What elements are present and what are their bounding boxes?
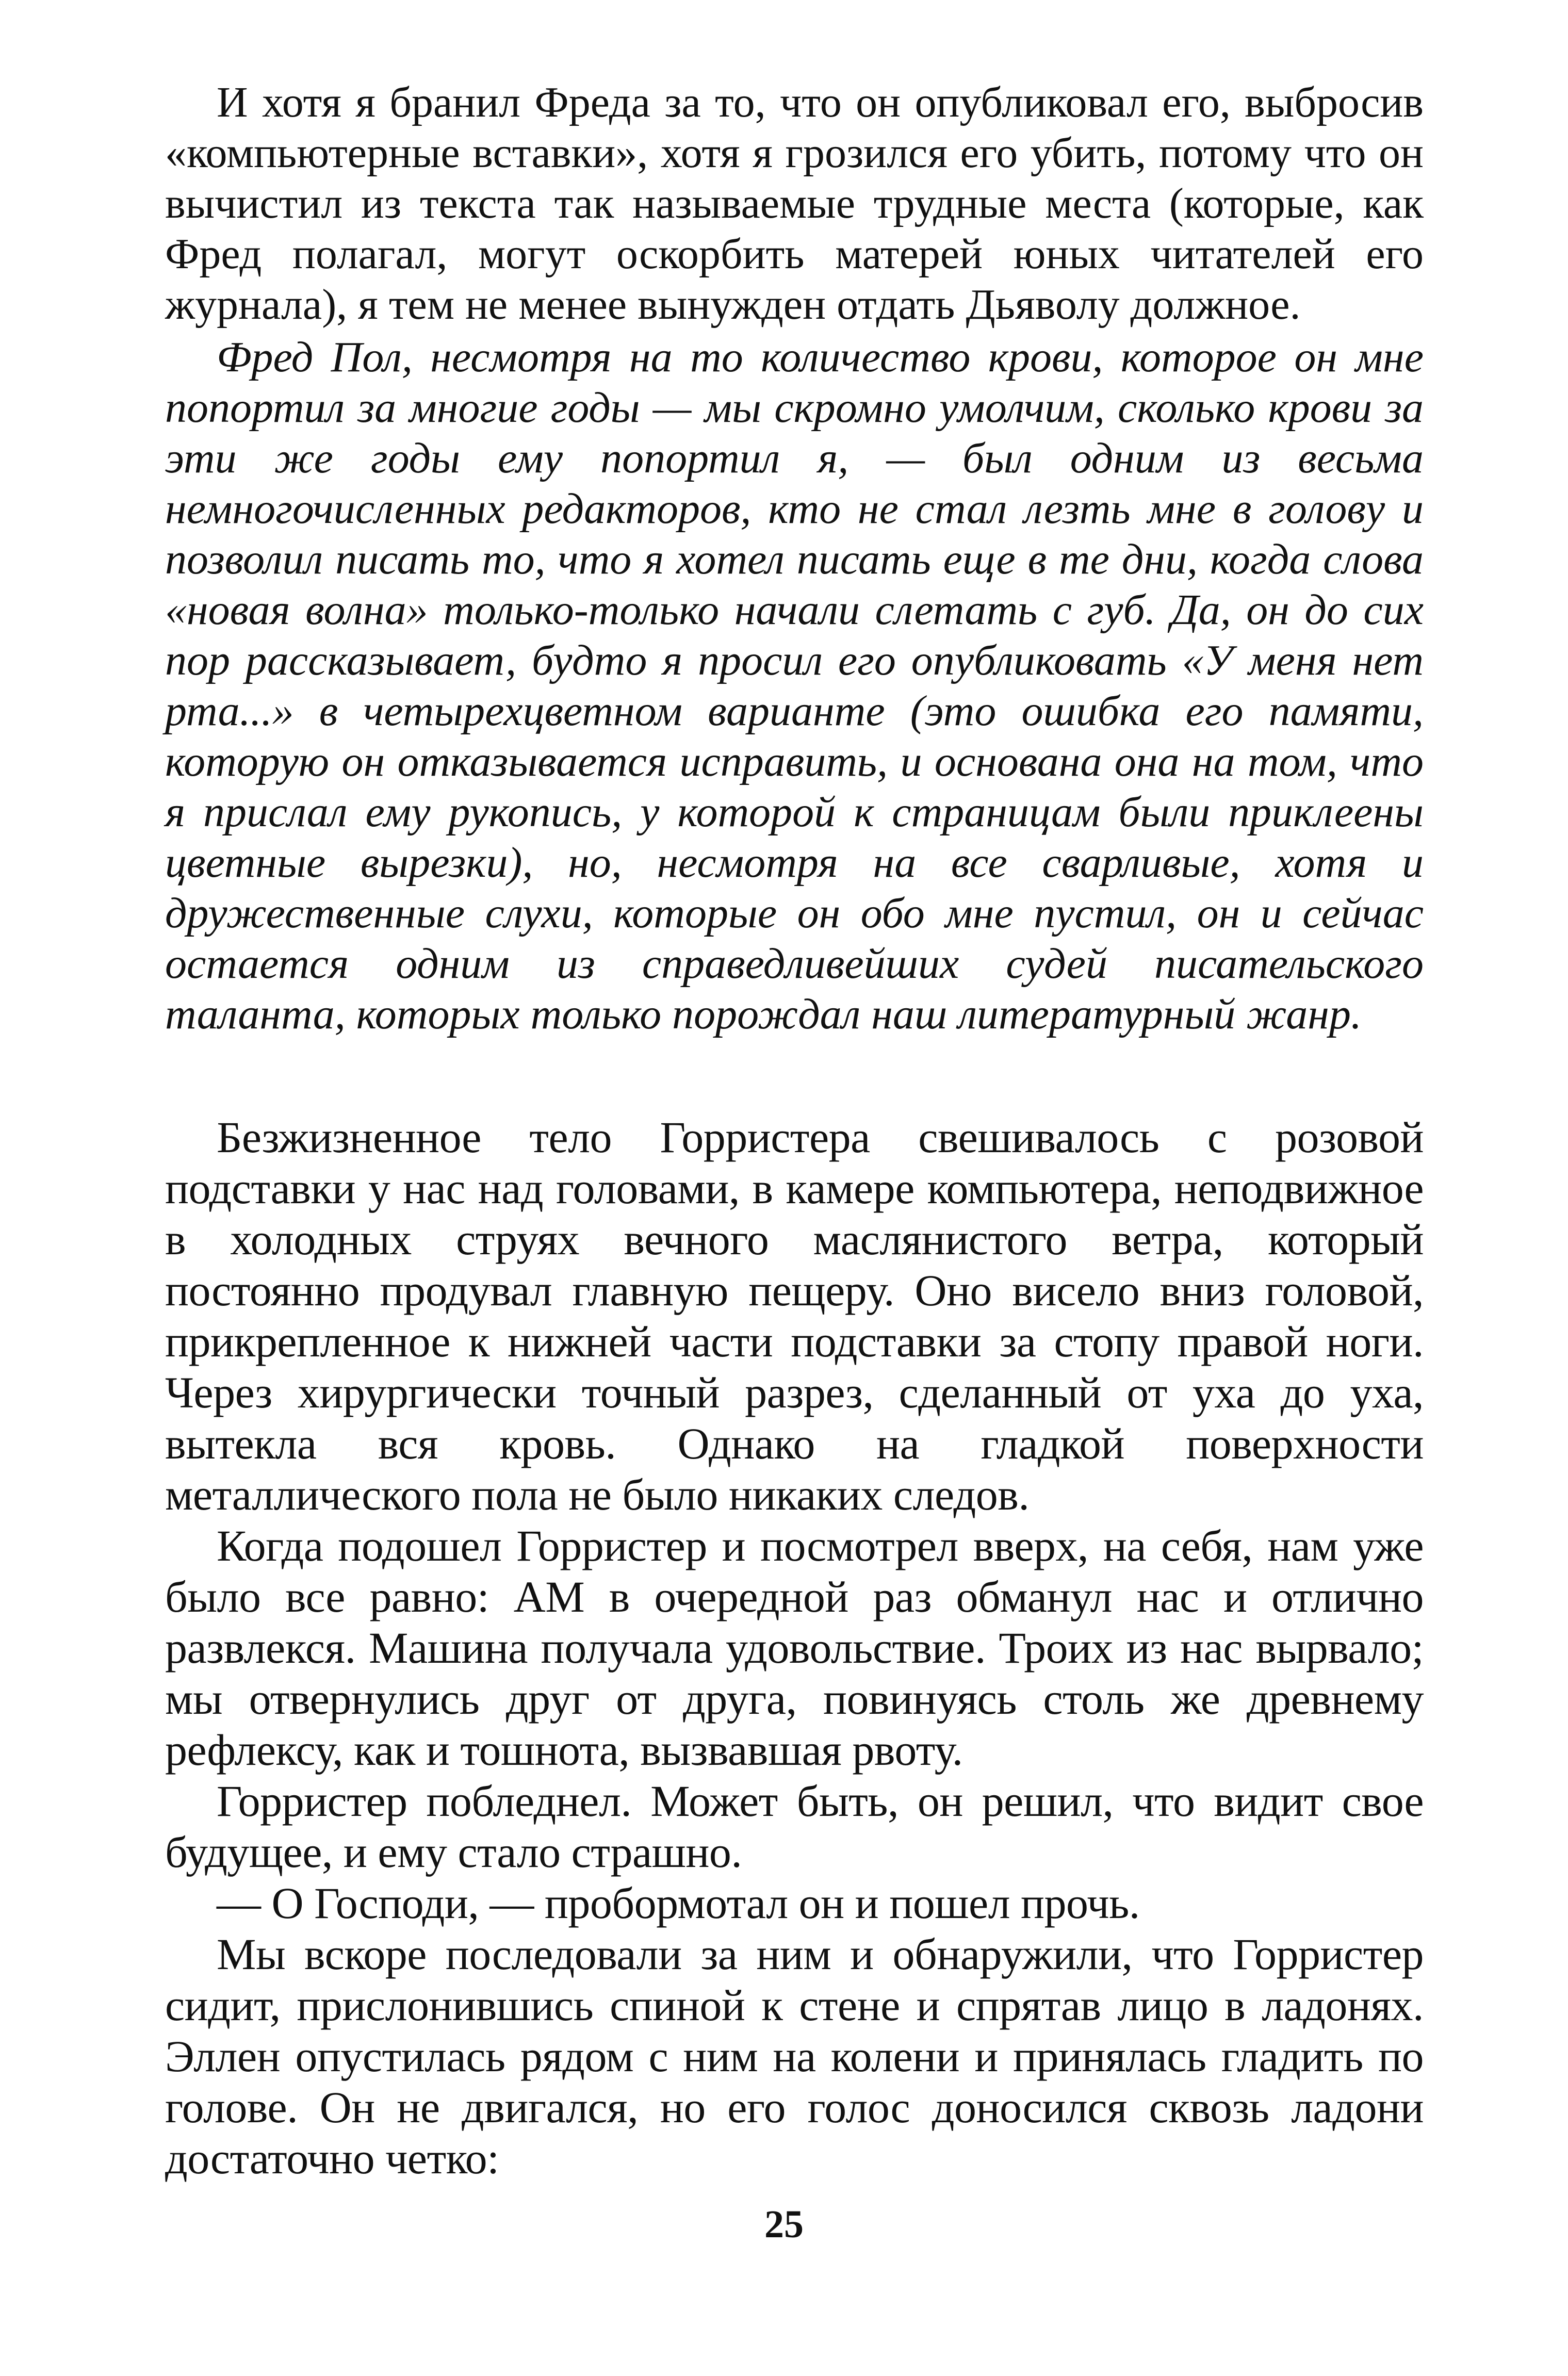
story-paragraph: Горристер побледнел. Может быть, он решил, что видит свое будущее, и ему стало страшно. <box>165 1776 1424 1877</box>
author-introduction <box>165 77 1424 1040</box>
story-dialogue-line: — О Господи, — пробормотал он и пошел прочь. <box>217 1878 1140 1928</box>
story-paragraph: Когда подошел Горристер и посмотрел вверх, на себя, нам уже было все равно: АМ в очередной раз обманул нас и отлично развлекся. Машина получала удовольствие. Троих из нас вырвало; мы отвернулись друг от друга, повинуясь столь же древнему рефлексу, как и тошнота, вызвавшая рвоту. <box>165 1521 1424 1775</box>
intro-paragraph: И хотя я бранил Фреда за то, что он опубликовал его, выбросив «компьютерные вставки», хотя я грозился его убить, потому что он вычистил из текста так называемые трудные места (которые, как Фред полагал, могут оскорбить матерей юных читателей его журнала), я тем не менее вынужден отдать Дьяволу должное. <box>165 78 1424 329</box>
story-text <box>165 1112 1424 2184</box>
page-number: 25 <box>764 2203 804 2246</box>
story-paragraph: Мы вскоре последовали за ним и обнаружили, что Горристер сидит, прислонившись спиной к стене и спрятав лицо в ладонях. Эллен опустилась рядом с ним на колени и принялась гладить по голове. Он не двигался, но его голос доносился сквозь ладони достаточно четко: <box>165 1929 1424 2183</box>
intro-italic-paragraph: Фред Пол, несмотря на то количество крови, которое он мне попортил за многие годы — мы скромно умолчим, сколько крови за эти же годы ему попортил я, — был одним из весьма немногочисленных редакторов, кто не стал лезть мне в голову и позволил писать то, что я хотел писать еще в те дни, когда слова «новая волна» только-только начали слетать с губ. Да, он до сих пор рассказывает, будто я просил его опубликовать «У меня нет рта...» в четырехцветном варианте (это ошибка его памяти, которую он отказывается исправить, и основана она на том, что я прислал ему рукопись, у которой к страницам были приклеены цветные вырезки), но, несмотря на все сварливые, хотя и дружественные слухи, которые он обо мне пустил, он и сейчас остается одним из справедливейших судей писательского таланта, которых только порождал наш литературный жанр. <box>165 333 1424 1038</box>
story-paragraph: Безжизненное тело Горристера свешивалось с розовой подставки у нас над головами, в камере компьютера, неподвижное в холодных струях вечного маслянистого ветра, который постоянно продувал главную пещеру. Оно висело вниз головой, прикрепленное к нижней части подставки за стопу правой ноги. Через хирургически точный разрез, сделанный от уха до уха, вытекла вся кровь. Однако на гладкой поверхности металлического пола не было никаких следов. <box>165 1112 1424 1519</box>
page-body <box>165 77 1424 2184</box>
